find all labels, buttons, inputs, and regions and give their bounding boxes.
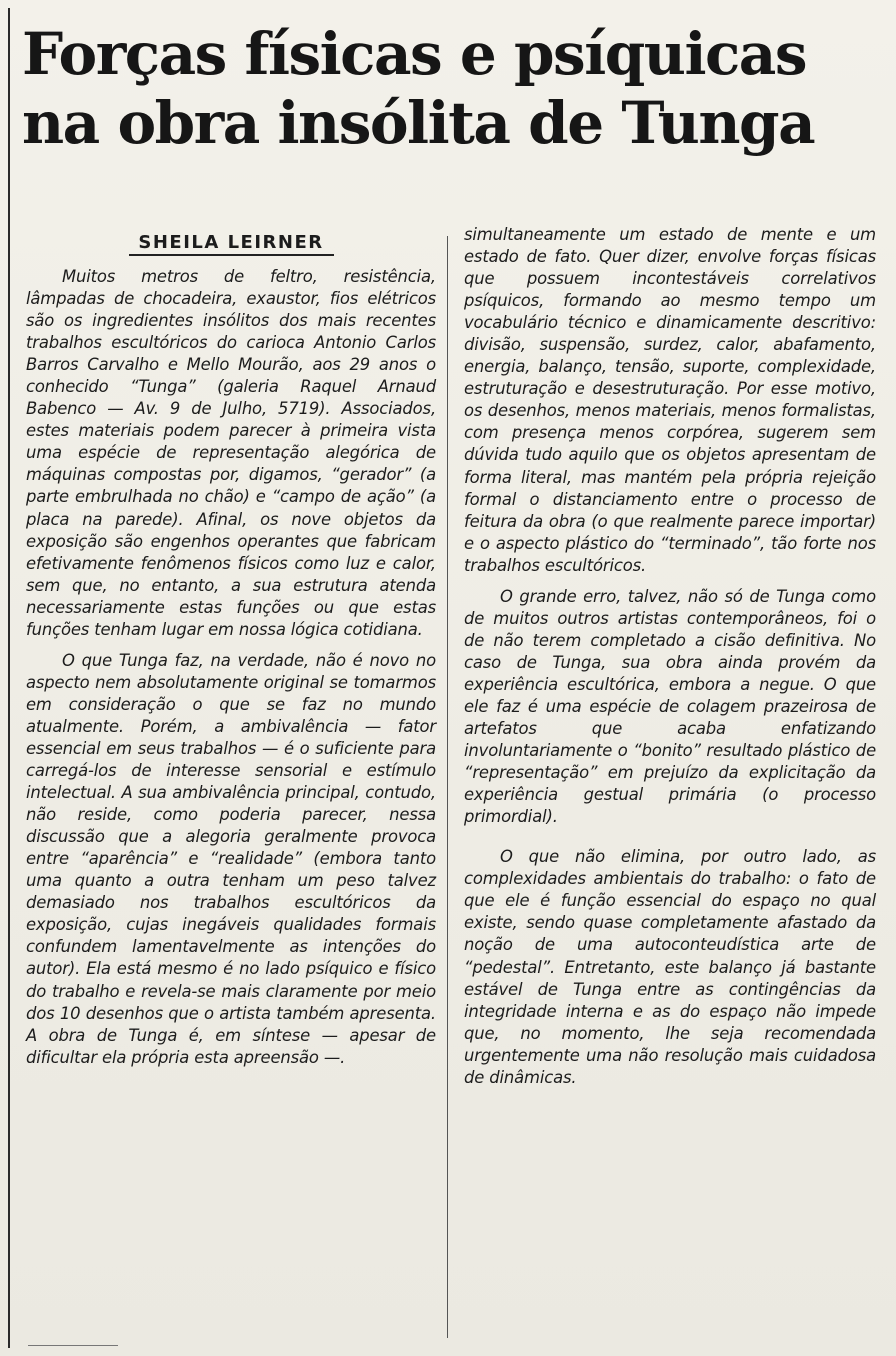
headline [22,20,882,158]
column-divider [447,236,448,1338]
left-border-rule [8,8,10,1348]
bottom-rule [28,1345,118,1346]
paragraph: Muitos metros de feltro, resistência, lâmpadas de chocadeira, exaustor, fios elétricos são os ingredientes insólitos dos mais recentes trabalhos escultóricos do carioca Antonio Carlos Barros Carvalho e Mello Mourão, aos 29 anos o conhecido “Tunga” (galeria Raquel Arnaud Babenco — Av. 9 de Julho, 5719). Associados, estes materiais podem parecer à primeira vista uma espécie de representação alegórica de máquinas compostas por, digamos, “gerador” (a parte embrulhada no chão) e “campo de ação” (a placa na parede). Afinal, os nove objetos da exposição são engenhos operantes que fabricam efetivamente fenômenos físicos como luz e calor, sem que, no entanto, a sua estrutura atenda necessariamente estas funções ou que estas funções tenham lugar em nossa lógica cotidiana. [26,267,436,639]
paragraph: simultaneamente um estado de mente e um estado de fato. Quer dizer, envolve forças físicas que possuem incontestáveis correlativos psíquicos, formando ao mesmo tempo um vocabulário técnico e dinamicamente descritivo: divisão, suspensão, surdez, calor, abafamento, energia, balanço, tensão, suporte, complexidade, estruturação e desestruturação. Por esse motivo, os desenhos, menos materiais, menos formalistas, com presença menos corpórea, sugerem sem dúvida tudo aquilo que os objetos apresentam de forma literal, mas mantém pela própria rejeição formal o distanciamento entre o processo de feitura da obra (o que realmente parece importar) e o aspecto plástico do “terminado”, tão forte nos trabalhos escultóricos. [464,225,876,575]
article-column-left [26,232,436,1069]
paragraph: O grande erro, talvez, não só de Tunga como de muitos outros artistas contemporâneos, foi o de não terem completado a cisão definitiva. No caso de Tunga, sua obra ainda provém da experiência escultórica, embora a negue. O que ele faz é uma espécie de colagem prazeirosa de artefatos que acaba enfatizando involuntariamente o “bonito” resultado plástico de “representação” em prejuízo da explicitação da experiência gestual primária (o processo primordial). [464,586,876,827]
article-column-right [464,224,876,1089]
headline-line-2: na obra insólita de Tunga [22,89,815,157]
paragraph: O que Tunga faz, na verdade, não é novo no aspecto nem absolutamente original se tomarmos em consideração o que se faz no mundo atualmente. Porém, a ambivalência — fator essencial em seus trabalhos — é o suficiente para carregá-los de interesse sensorial e estímulo intelectual. A sua ambivalência principal, contudo, não reside, como poderia parecer, nessa discussão que a alegoria geralmente provoca entre “aparência” e “realidade” (embora tanto uma quanto a outra tenham um peso talvez demasiado nos trabalhos escultóricos da exposição, cujas inegáveis qualidades formais confundem lamentavelmente as intenções do autor). Ela está mesmo é no lado psíquico e físico do trabalho e revela-se mais claramente por meio dos 10 desenhos que o artista também apresenta. A obra de Tunga é, em síntese — apesar de dificultar ela própria esta apreensão —. [26,650,436,1067]
headline-line-1: Forças físicas e psíquicas [22,20,807,88]
byline: SHEILA LEIRNER [129,232,334,256]
paragraph: O que não elimina, por outro lado, as complexidades ambientais do trabalho: o fato de que ele é função essencial do espaço no qual existe, sendo quase completamente afastado da noção de uma autoconteudística arte de “pedestal”. Entretanto, este balanço já bastante estável de Tunga entre as contingências da integridade interna e as do espaço não impede que, no momento, lhe seja recomendada urgentemente uma não resolução mais cuidadosa de dinâmicas. [464,847,876,1087]
